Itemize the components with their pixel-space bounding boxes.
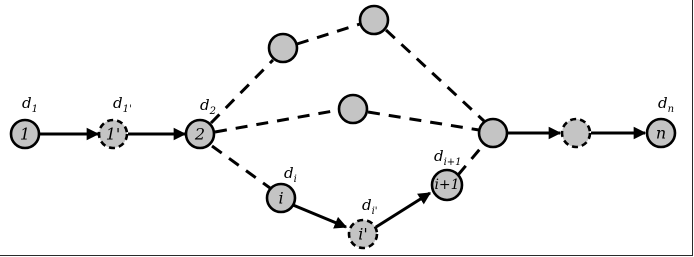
edge-ip-to-i1	[376, 193, 430, 227]
duration-label-di: $d_i$	[284, 164, 297, 185]
duration-label-d1: $d_1$	[22, 94, 38, 115]
node-i-prime	[349, 220, 377, 248]
node-i	[267, 184, 295, 212]
node-2-label: 2	[194, 124, 206, 144]
node-1	[11, 120, 39, 148]
duration-label-d1-prime: $d_{1'}$	[113, 94, 132, 115]
node-i-label: i	[278, 188, 284, 208]
node-upper-b	[360, 6, 388, 34]
node-1-prime-label: 1'	[105, 124, 121, 144]
node-i-plus-1-label: i+1	[434, 177, 460, 193]
node-2	[186, 120, 214, 148]
node-upper-a	[269, 34, 297, 62]
edge-2-to-i	[212, 146, 270, 188]
edge-upper-a-to-upper-b	[297, 24, 360, 44]
edge-upper-b-to-merge	[386, 30, 484, 121]
duration-label-dn: $d_n$	[658, 94, 675, 115]
node-n	[647, 119, 675, 147]
node-i-plus-1	[432, 170, 462, 200]
edge-i1-to-merge	[458, 143, 485, 175]
node-n-label: n	[655, 123, 667, 143]
node-merge	[479, 119, 507, 147]
node-i-prime-label: i'	[358, 224, 368, 244]
edge-2-to-upper-a	[211, 60, 273, 123]
duration-label-di-prime: $d_{i'}$	[362, 196, 378, 217]
edge-i-to-ip	[293, 205, 346, 227]
node-dummy	[562, 119, 590, 147]
node-1-prime	[99, 120, 127, 148]
node-middle	[339, 95, 367, 123]
duration-label-d2: $d_2$	[200, 96, 216, 117]
edge-2-to-middle	[215, 110, 339, 132]
node-1-label: 1	[19, 124, 31, 144]
duration-label-di-plus-1: $d_{i+1}$	[434, 147, 462, 168]
edge-middle-to-merge	[368, 112, 479, 130]
